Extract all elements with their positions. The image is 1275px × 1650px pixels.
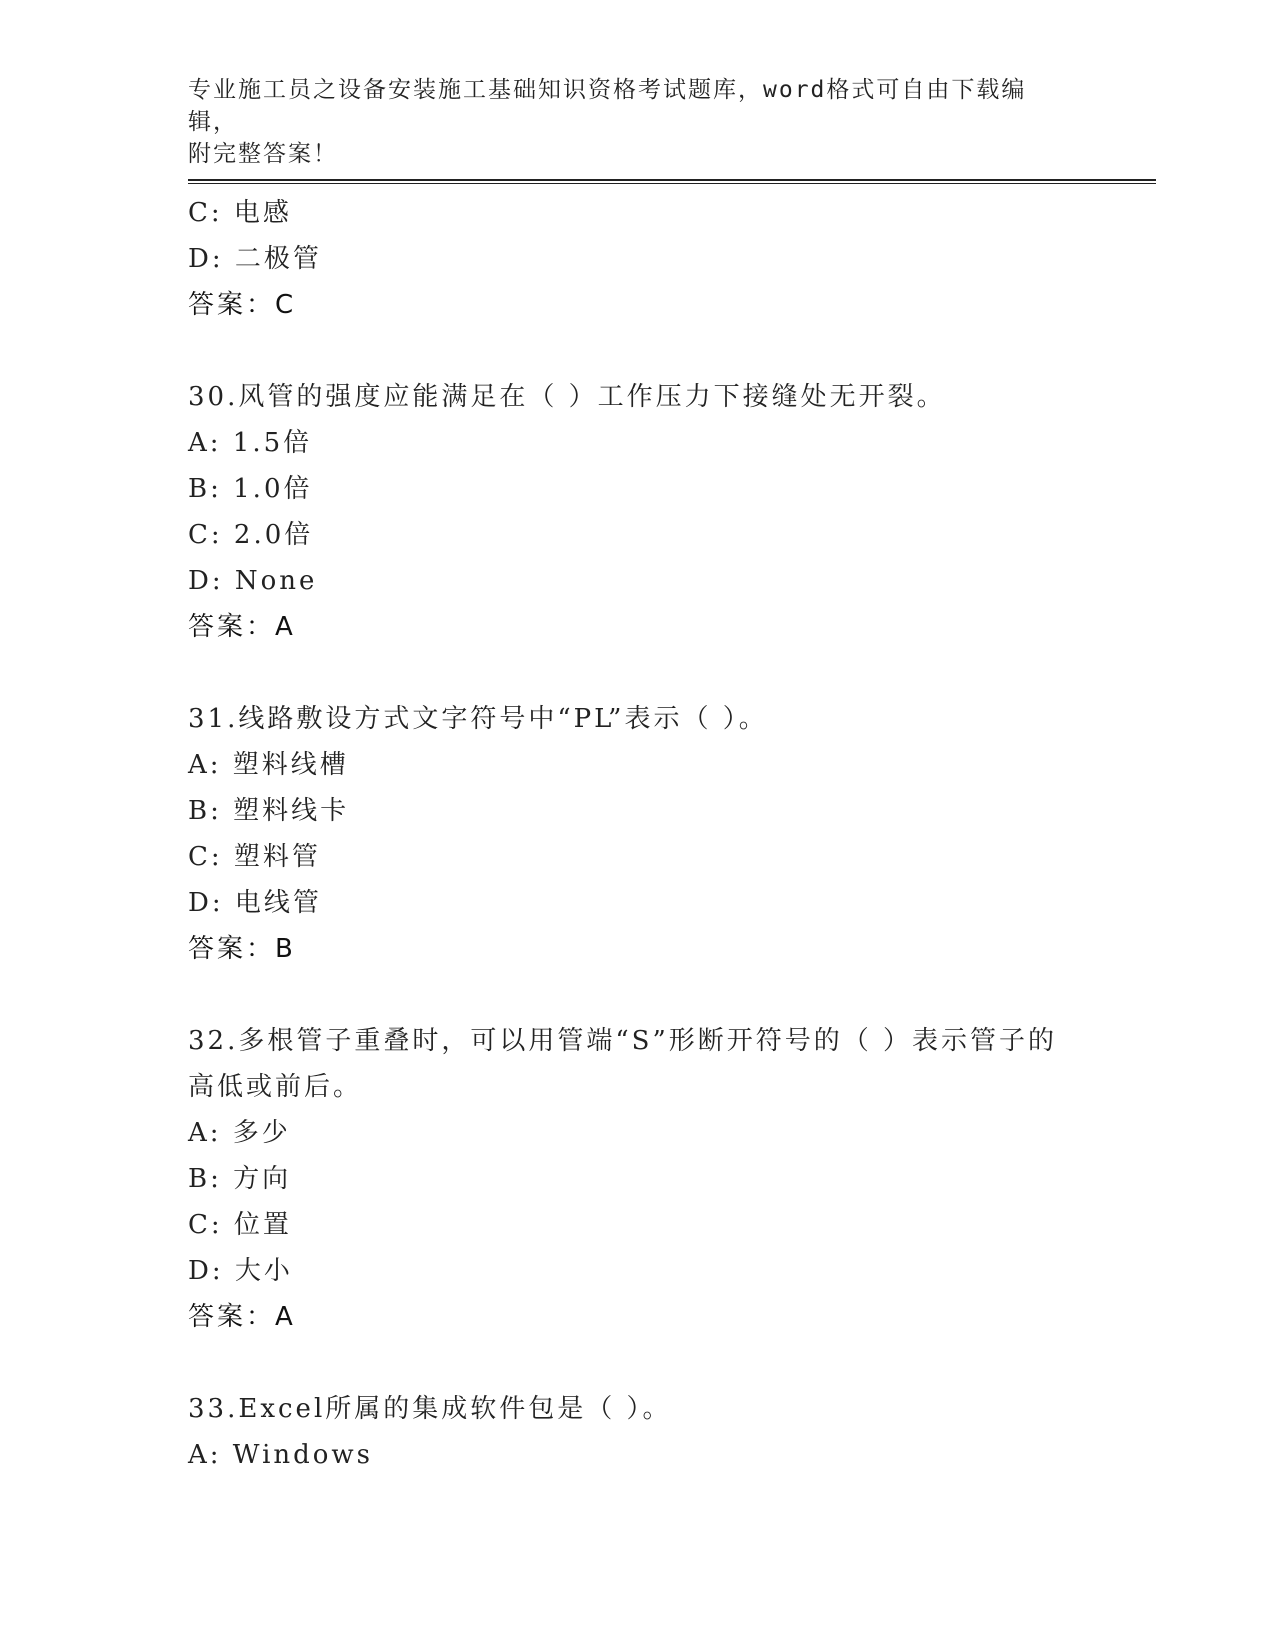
question-32: [188, 1018, 1088, 1340]
option-b: B: 1.0倍: [188, 474, 313, 504]
option-a: A: Windows: [188, 1440, 374, 1470]
answer: 答案：A: [188, 612, 296, 642]
question-text: 33.Excel所属的集成软件包是（ ）。: [188, 1394, 672, 1424]
option-a: A: 塑料线槽: [188, 750, 349, 780]
option-a: A: 多少: [188, 1118, 291, 1148]
option-b: B: 塑料线卡: [188, 796, 350, 826]
spacer: [188, 1340, 1088, 1386]
option-d: D: None: [188, 566, 318, 596]
question-31: [188, 696, 1088, 972]
header-divider: [188, 179, 1156, 184]
option-c: C: 塑料管: [188, 842, 321, 872]
question-30: [188, 374, 1088, 650]
header-line-1: 专业施工员之设备安装施工基础知识资格考试题库，word格式可自由下载编辑，: [188, 77, 1027, 135]
option-c: C: 2.0倍: [188, 520, 314, 550]
answer: 答案：A: [188, 1302, 296, 1332]
option-c: C: 位置: [188, 1210, 292, 1240]
option-d: D: 大小: [188, 1256, 293, 1286]
spacer: [188, 328, 1088, 374]
option-d: D: 二极管: [188, 244, 322, 274]
question-text-line-2: 高低或前后。: [188, 1072, 363, 1102]
option-d: D: 电线管: [188, 888, 322, 918]
document-header: [188, 74, 1068, 170]
question-33: [188, 1386, 1088, 1478]
header-line-2: 附完整答案！: [188, 141, 338, 167]
option-c: C: 电感: [188, 198, 292, 228]
question-text-line-1: 32.多根管子重叠时，可以用管端“S”形断开符号的（ ）表示管子的: [188, 1026, 1058, 1056]
question-text: 31.线路敷设方式文字符号中“PL”表示（ ）。: [188, 704, 768, 734]
question-29-continued: [188, 190, 1088, 328]
answer: 答案：B: [188, 934, 296, 964]
question-list: [188, 190, 1088, 1478]
option-a: A: 1.5倍: [188, 428, 313, 458]
answer: 答案：C: [188, 290, 297, 320]
spacer: [188, 650, 1088, 696]
spacer: [188, 972, 1088, 1018]
option-b: B: 方向: [188, 1164, 292, 1194]
question-text: 30.风管的强度应能满足在（ ）工作压力下接缝处无开裂。: [188, 382, 946, 412]
